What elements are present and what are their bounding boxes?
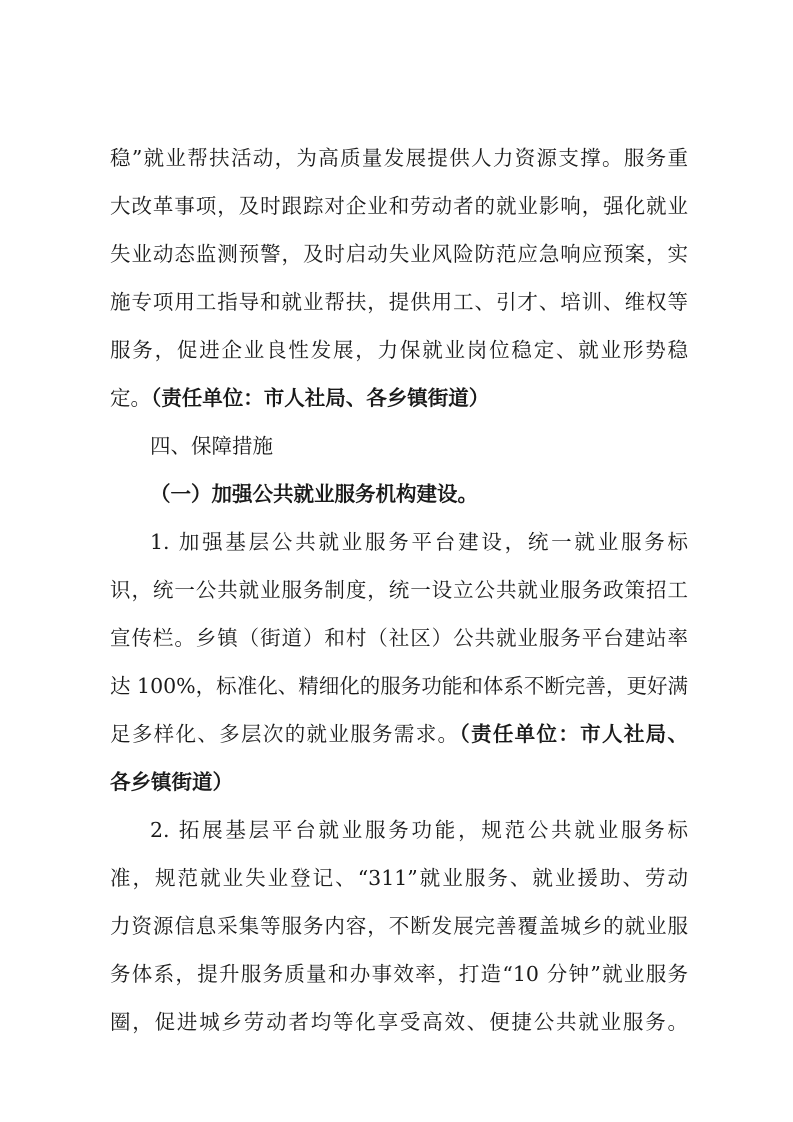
text-line: 宣传栏。乡镇（街道）和村（社区）公共就业服务平台建站率 — [110, 626, 688, 650]
text-line: 识，统一公共就业服务制度，统一设立公共就业服务政策招工 — [110, 578, 688, 602]
responsibility-note: （责任单位：市人社局、各乡镇街道） — [151, 386, 490, 410]
text-run: 足多样化、多层次的就业服务需求。 — [110, 722, 460, 746]
text-line: 稳”就业帮扶活动，为高质量发展提供人力资源支撑。服务重 — [110, 146, 688, 170]
responsibility-note: （责任单位：市人社局、 — [459, 722, 688, 746]
text-line: 准，规范就业失业登记、“311”就业服务、就业援助、劳动 — [110, 866, 688, 890]
text-line: 大改革事项，及时跟踪对企业和劳动者的就业影响，强化就业 — [110, 194, 688, 218]
text-line: 力资源信息采集等服务内容，不断发展完善覆盖城乡的就业服 — [110, 914, 688, 938]
text-line: 施专项用工指导和就业帮扶，提供用工、引才、培训、维权等 — [110, 290, 688, 314]
text-line: 达 100%，标准化、精细化的服务功能和体系不断完善，更好满 — [110, 674, 688, 698]
text-line: 2. 拓展基层平台就业服务功能，规范公共就业服务标 — [150, 818, 688, 842]
subsection-heading: （一）加强公共就业服务机构建设。 — [150, 482, 478, 506]
text-run: 定。 — [110, 386, 151, 410]
text-line: 圈，促进城乡劳动者均等化享受高效、便捷公共就业服务。 — [110, 1010, 688, 1034]
text-line: 1. 加强基层公共就业服务平台建设，统一就业服务标 — [150, 530, 688, 554]
section-heading: 四、保障措施 — [150, 434, 273, 458]
text-line: 务体系，提升服务质量和办事效率，打造“10 分钟”就业服务 — [110, 962, 688, 986]
text-line: 服务，促进企业良性发展，力保就业岗位稳定、就业形势稳 — [110, 338, 688, 362]
responsibility-note: 各乡镇街道） — [110, 770, 233, 794]
text-line: 失业动态监测预警，及时启动失业风险防范应急响应预案，实 — [110, 242, 688, 266]
